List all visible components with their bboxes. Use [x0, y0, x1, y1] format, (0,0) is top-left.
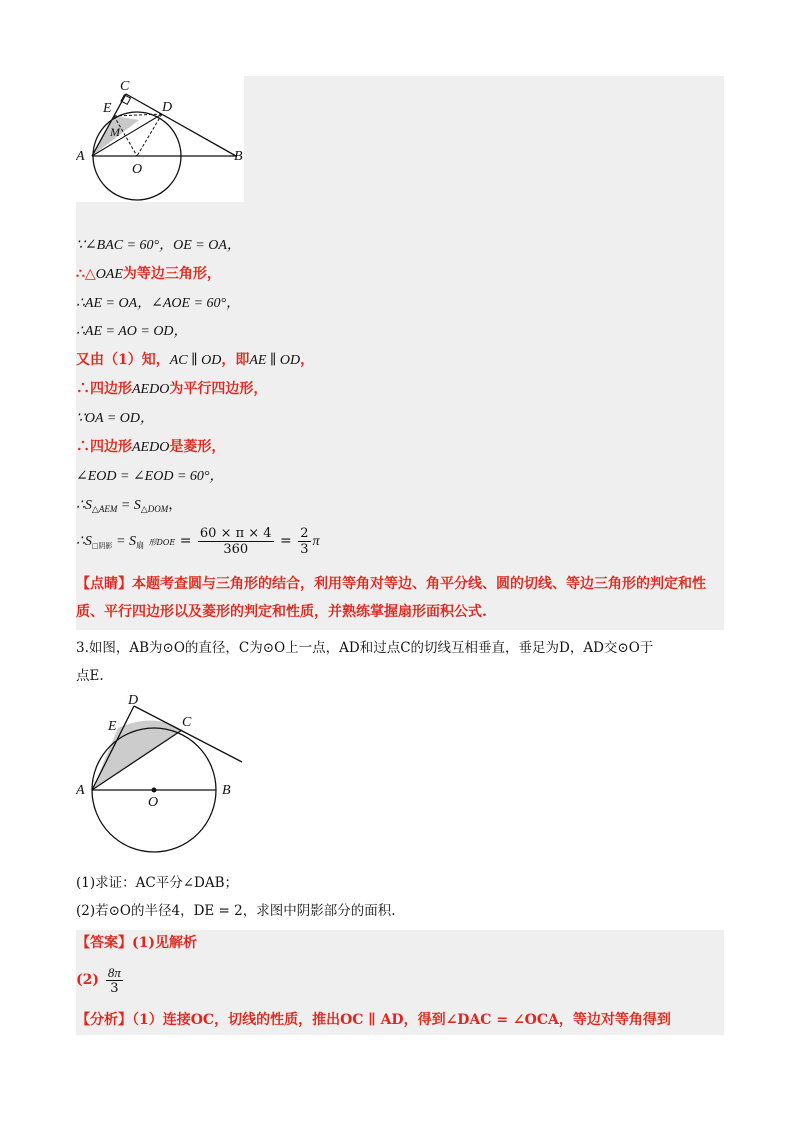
solution-line-8: ∴四边形AEDO是菱形，	[76, 439, 226, 455]
solution-line-7: ∵OA = OD，	[76, 411, 154, 426]
solution-line-5: 又由（1）知，AC ∥ OD，即AE ∥ OD，	[76, 352, 315, 368]
label-o-2: O	[148, 795, 159, 810]
label-o-1: O	[132, 162, 143, 177]
question-1: (1)求证：AC平分∠DAB；	[76, 875, 239, 891]
solution-line-3: ∴AE = OA，∠AOE = 60°，	[76, 296, 241, 311]
solution-line-1: ∵∠BAC = 60°，OE = OA，	[76, 238, 241, 253]
label-c-1: C	[120, 79, 130, 94]
label-d-1: D	[162, 100, 173, 115]
label-d-2: D	[128, 693, 139, 708]
label-e-1: E	[103, 101, 112, 116]
label-b-2: B	[222, 783, 231, 798]
label-c-2: C	[182, 715, 192, 730]
segment-cb-1	[126, 94, 236, 156]
answer-fraction: $\frac{8\pi}{3}$	[107, 964, 121, 996]
label-a-2: A	[76, 783, 85, 798]
analysis-line-1: 【分析】（1）连接OC，切线的性质，推出OC ∥ AD，得到∠DAC = ∠OCA，等边对等角得到	[76, 1012, 671, 1028]
label-a-1: A	[76, 149, 85, 164]
solution-background	[244, 76, 724, 202]
comment-line-1: 【点睛】本题考查圆与三角形的结合，利用等角对等边、角平分线、圆的切线、等边三角形的判定和性	[76, 576, 706, 592]
center-point-o-2[interactable]	[152, 788, 157, 793]
problem3-line-1: 3.如图，AB为⊙O的直径，C为⊙O上一点，AD和过点C的切线互相垂直，垂足为D，AD交⊙O于	[76, 640, 654, 656]
answer-line-1: 【答案】(1)见解析	[76, 935, 197, 951]
geometry-figure-2	[76, 692, 256, 864]
result-fraction: $\frac{2}{3}$	[300, 525, 309, 557]
sector-area-fraction: $\frac{60 \times \pi \times 4}{360}$	[199, 525, 272, 557]
comment-line-2: 质、平行四边形以及菱形的判定和性质，并熟练掌握扇形面积公式.	[76, 604, 487, 620]
solution-line-2: ∴△OAE为等边三角形，	[76, 266, 221, 282]
solution-line-6: ∴四边形AEDO为平行四边形，	[76, 381, 268, 397]
label-e-2: E	[108, 719, 117, 734]
solution-line-9: ∠EOD = ∠EOD = 60°，	[76, 469, 224, 484]
solution-line-11: $\therefore S_{□阴影} = S_扇$ 形DOE = $\frac{60 \times \pi \times 4}{360}$ = $\frac{2}{3}$ π	[76, 525, 320, 557]
problem3-line-2: 点E.	[76, 668, 104, 684]
solution-line-10: $\therefore S_{\triangle AEM} = S_{\triangle DOM}$，	[76, 497, 183, 514]
solution-line-4: ∴AE = AO = OD，	[76, 324, 188, 339]
segment-do-1	[137, 114, 162, 156]
geometry-figure-1	[76, 76, 244, 202]
label-m-1: M	[110, 125, 120, 139]
answer-line-2: (2) $\frac{8\pi}{3}$	[76, 964, 121, 996]
label-b-1: B	[234, 149, 243, 164]
question-2: (2)若⊙O的半径4，DE = 2，求图中阴影部分的面积.	[76, 903, 396, 919]
